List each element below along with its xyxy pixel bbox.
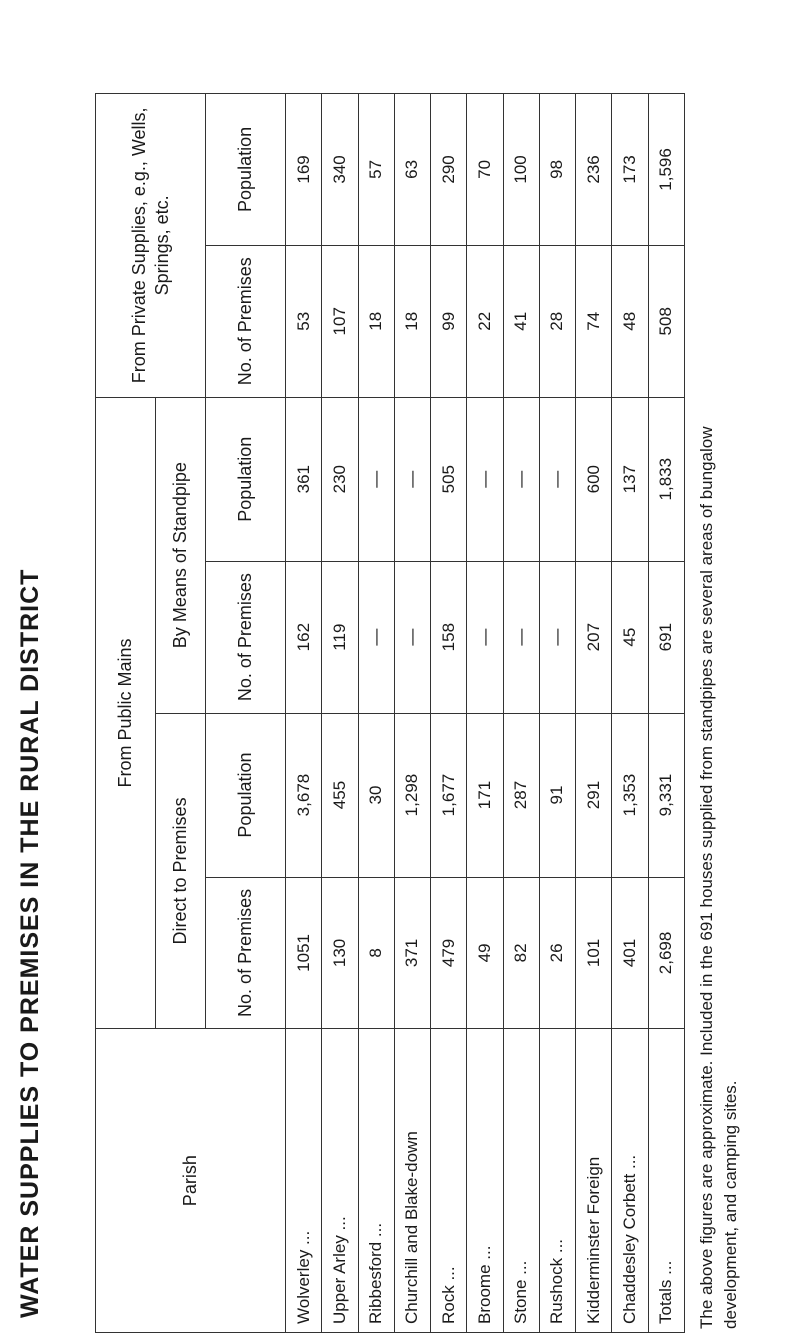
- standpipe-population-cell: 137: [612, 397, 648, 561]
- private-population-cell: 63: [394, 94, 430, 246]
- direct-premises-cell: 101: [576, 877, 612, 1029]
- direct-population-cell: 455: [322, 713, 358, 877]
- parish-cell: Chaddesley Corbett ...: [612, 1029, 648, 1333]
- table-row: [286, 94, 322, 1333]
- private-premises-cell: 22: [467, 245, 503, 397]
- private-population-cell: 173: [612, 94, 648, 246]
- private-premises-cell: 18: [358, 245, 394, 397]
- direct-premises-cell: 479: [431, 877, 467, 1029]
- standpipe-premises-cell: 162: [286, 561, 322, 713]
- private-population-cell: 340: [322, 94, 358, 246]
- direct-population-cell: 1,677: [431, 713, 467, 877]
- parish-cell: Rock ...: [431, 1029, 467, 1333]
- header-private-supplies: From Private Supplies, e.g., Wells, Springs, etc.: [96, 94, 206, 398]
- private-premises-cell: 28: [539, 245, 575, 397]
- parish-cell: Kidderminster Foreign: [576, 1029, 612, 1333]
- direct-premises-cell: 1051: [286, 877, 322, 1029]
- header-standpipe: By Means of Standpipe: [156, 397, 206, 713]
- standpipe-population-cell: 505: [431, 397, 467, 561]
- header-private-population: Population: [206, 94, 286, 246]
- footnote-line-2: development, and camping sites.: [720, 1080, 740, 1329]
- standpipe-premises-cell: 119: [322, 561, 358, 713]
- standpipe-premises-cell: 45: [612, 561, 648, 713]
- parish-cell: Upper Arley ...: [322, 1029, 358, 1333]
- standpipe-premises-cell: —: [358, 561, 394, 713]
- total-private-population: 1,596: [648, 94, 684, 246]
- standpipe-population-cell: —: [467, 397, 503, 561]
- direct-population-cell: 3,678: [286, 713, 322, 877]
- total-standpipe-population: 1,833: [648, 397, 684, 561]
- private-population-cell: 98: [539, 94, 575, 246]
- standpipe-premises-cell: 158: [431, 561, 467, 713]
- parish-cell: Rushock ...: [539, 1029, 575, 1333]
- totals-row: [648, 94, 684, 1333]
- standpipe-population-cell: 230: [322, 397, 358, 561]
- direct-premises-cell: 401: [612, 877, 648, 1029]
- page-title: WATER SUPPLIES TO PREMISES IN THE RURAL DISTRICT: [16, 568, 44, 1318]
- direct-population-cell: 30: [358, 713, 394, 877]
- total-direct-population: 9,331: [648, 713, 684, 877]
- header-direct-premises: No. of Premises: [206, 877, 286, 1029]
- private-premises-cell: 107: [322, 245, 358, 397]
- direct-premises-cell: 371: [394, 877, 430, 1029]
- direct-premises-cell: 82: [503, 877, 539, 1029]
- direct-population-cell: 171: [467, 713, 503, 877]
- table-row: [576, 94, 612, 1333]
- totals-label: Totals ...: [648, 1029, 684, 1333]
- header-private-premises: No. of Premises: [206, 245, 286, 397]
- direct-premises-cell: 49: [467, 877, 503, 1029]
- private-population-cell: 100: [503, 94, 539, 246]
- parish-cell: Broome ...: [467, 1029, 503, 1333]
- standpipe-population-cell: —: [394, 397, 430, 561]
- private-population-cell: 57: [358, 94, 394, 246]
- direct-premises-cell: 130: [322, 877, 358, 1029]
- table-row: [467, 94, 503, 1333]
- table-row: [431, 94, 467, 1333]
- parish-cell: Churchill and Blake-down: [394, 1029, 430, 1333]
- table-row: [612, 94, 648, 1333]
- standpipe-premises-cell: 207: [576, 561, 612, 713]
- direct-population-cell: 287: [503, 713, 539, 877]
- total-standpipe-premises: 691: [648, 561, 684, 713]
- footnote: [695, 89, 743, 1333]
- header-standpipe-population: Population: [206, 397, 286, 561]
- standpipe-population-cell: —: [358, 397, 394, 561]
- parish-cell: Ribbesford ...: [358, 1029, 394, 1333]
- table-row: [394, 94, 430, 1333]
- table-row: [539, 94, 575, 1333]
- private-premises-cell: 53: [286, 245, 322, 397]
- header-direct-population: Population: [206, 713, 286, 877]
- standpipe-population-cell: 600: [576, 397, 612, 561]
- standpipe-population-cell: 361: [286, 397, 322, 561]
- table-row: [322, 94, 358, 1333]
- total-direct-premises: 2,698: [648, 877, 684, 1029]
- direct-premises-cell: 8: [358, 877, 394, 1029]
- table-row: [503, 94, 539, 1333]
- total-private-premises: 508: [648, 245, 684, 397]
- header-standpipe-premises: No. of Premises: [206, 561, 286, 713]
- direct-population-cell: 91: [539, 713, 575, 877]
- parish-cell: Wolverley ...: [286, 1029, 322, 1333]
- private-population-cell: 290: [431, 94, 467, 246]
- standpipe-population-cell: —: [539, 397, 575, 561]
- private-premises-cell: 48: [612, 245, 648, 397]
- table-row: [358, 94, 394, 1333]
- private-population-cell: 70: [467, 94, 503, 246]
- header-direct: Direct to Premises: [156, 713, 206, 1029]
- private-premises-cell: 18: [394, 245, 430, 397]
- private-premises-cell: 41: [503, 245, 539, 397]
- standpipe-premises-cell: —: [539, 561, 575, 713]
- private-premises-cell: 74: [576, 245, 612, 397]
- direct-premises-cell: 26: [539, 877, 575, 1029]
- footnote-line-1: The above figures are approximate. Included in the 691 houses supplied from standpipes are several areas of bungalow: [697, 426, 716, 1329]
- water-supply-table: [95, 93, 685, 1333]
- standpipe-premises-cell: —: [503, 561, 539, 713]
- private-population-cell: 169: [286, 94, 322, 246]
- standpipe-premises-cell: —: [394, 561, 430, 713]
- header-parish: Parish: [96, 1029, 286, 1333]
- header-public-mains: From Public Mains: [96, 397, 156, 1029]
- parish-cell: Stone ...: [503, 1029, 539, 1333]
- standpipe-population-cell: —: [503, 397, 539, 561]
- private-premises-cell: 99: [431, 245, 467, 397]
- direct-population-cell: 291: [576, 713, 612, 877]
- direct-population-cell: 1,298: [394, 713, 430, 877]
- direct-population-cell: 1,353: [612, 713, 648, 877]
- private-population-cell: 236: [576, 94, 612, 246]
- standpipe-premises-cell: —: [467, 561, 503, 713]
